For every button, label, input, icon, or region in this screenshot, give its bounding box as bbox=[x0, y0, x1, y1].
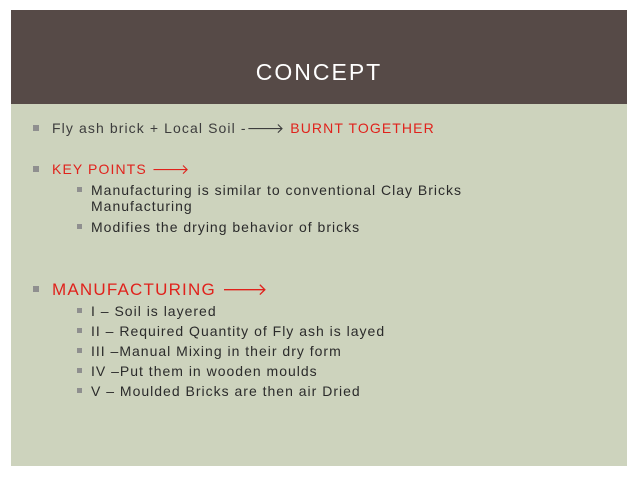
arrow-icon: 🡒 bbox=[221, 280, 269, 300]
manufacturing-step: IV –Put them in wooden moulds bbox=[91, 363, 318, 379]
manufacturing-heading: MANUFACTURING 🡒 bbox=[52, 280, 269, 300]
sub-bullet-icon bbox=[77, 348, 82, 353]
manufacturing-step: II – Required Quantity of Fly ash is layed bbox=[91, 323, 386, 339]
arrow-icon: 🡒 bbox=[151, 162, 191, 178]
key-point-item: Manufacturing is similar to conventional Clay Bricks bbox=[91, 182, 463, 198]
sub-bullet-icon bbox=[77, 388, 82, 393]
title-bar bbox=[11, 10, 627, 104]
sub-bullet-icon bbox=[77, 187, 82, 192]
sub-bullet-icon bbox=[77, 224, 82, 229]
key-point-item: Modifies the drying behavior of bricks bbox=[91, 219, 361, 235]
slide-title: CONCEPT bbox=[255, 59, 383, 85]
bullet-icon bbox=[33, 125, 39, 131]
manufacturing-step: V – Moulded Bricks are then air Dried bbox=[91, 383, 361, 399]
bullet-icon bbox=[33, 286, 39, 292]
bullet-icon bbox=[33, 166, 39, 172]
intro-text: Fly ash brick + Local Soil - bbox=[52, 120, 247, 136]
manufacturing-step: I – Soil is layered bbox=[91, 303, 217, 319]
arrow-icon: 🡒 bbox=[246, 121, 286, 137]
key-points-heading: KEY POINTS 🡒 bbox=[52, 161, 191, 178]
sub-bullet-icon bbox=[77, 328, 82, 333]
manufacturing-step: III –Manual Mixing in their dry form bbox=[91, 343, 342, 359]
sub-bullet-icon bbox=[77, 308, 82, 313]
sub-bullet-icon bbox=[77, 368, 82, 373]
key-point-item-continued: Manufacturing bbox=[91, 198, 193, 214]
intro-emphasis: BURNT TOGETHER bbox=[290, 120, 435, 136]
intro-line bbox=[52, 120, 435, 137]
